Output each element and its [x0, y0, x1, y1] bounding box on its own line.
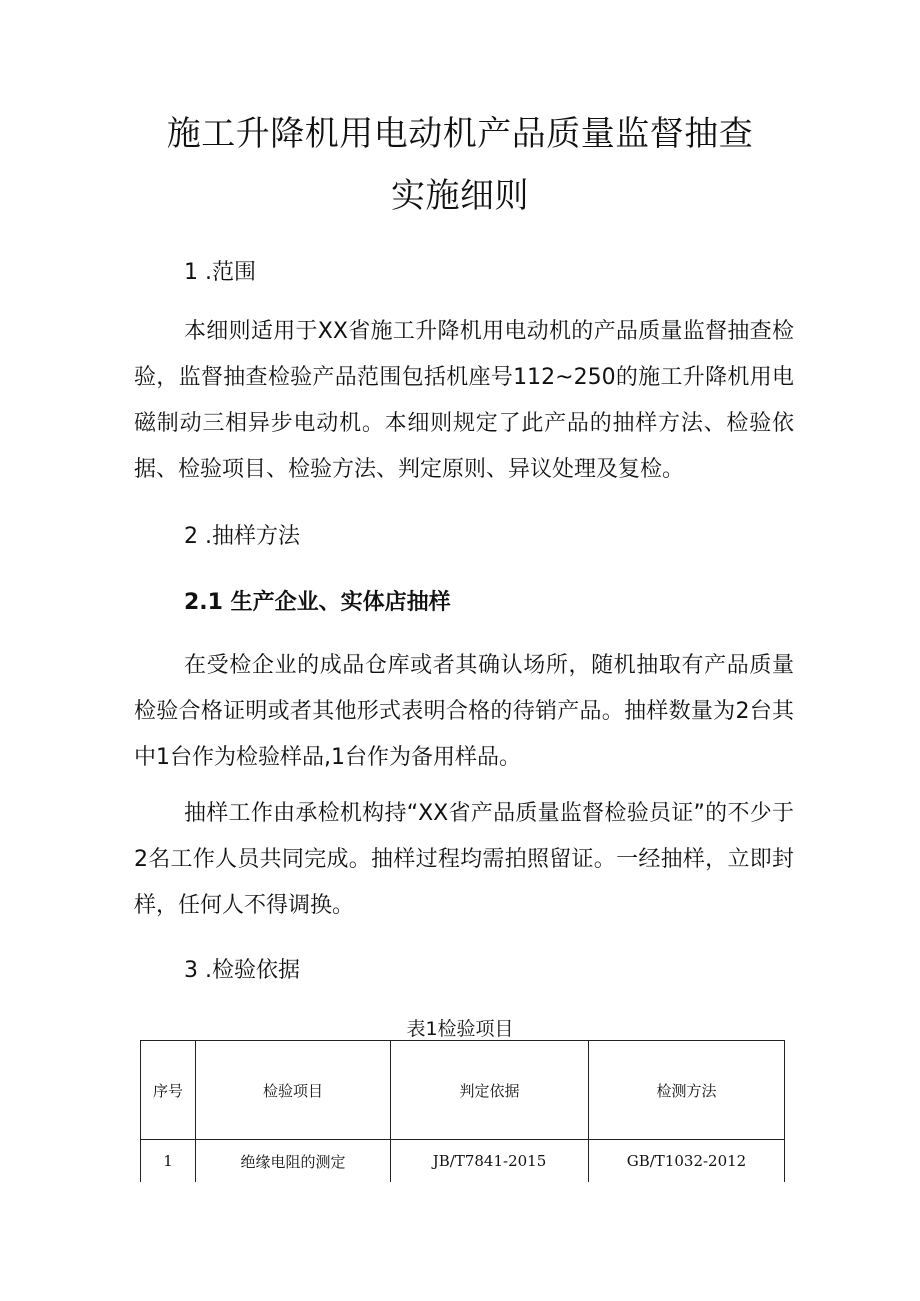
section-1-paragraph: 本细则适用于XX省施工升降机用电动机的产品质量监督抽查检验，监督抽查检验产品范围包括机座号112~250的施工升降机用电磁制动三相异步电动机。本细则规定了此产品的抽样方法、检验依据、检验项目、检验方法、判定原则、异议处理及复检。: [134, 319, 794, 482]
cell-method: GB/T1032-2012: [589, 1140, 785, 1183]
inspection-items-table: [140, 1040, 785, 1182]
section-2-1-paragraph-2: 抽样工作由承检机构持“XX省产品质量监督检验员证”的不少于2名工作人员共同完成。抽样过程均需拍照留证。一经抽样，立即封样，任何人不得调换。: [134, 801, 794, 918]
section-2-heading: 2 .抽样方法: [184, 524, 300, 549]
cell-index: 1: [141, 1140, 196, 1183]
header-criteria: 判定依据: [391, 1041, 589, 1140]
section-3-heading: 3 .检验依据: [184, 958, 300, 983]
doc-title-line-2: 实施细则: [391, 176, 529, 216]
section-2-1-paragraph-1: 在受检企业的成品仓库或者其确认场所，随机抽取有产品质量检验合格证明或者其他形式表明合格的待销产品。抽样数量为2台其中1台作为检验样品,1台作为备用样品。: [134, 653, 794, 770]
cell-criteria: JB/T7841-2015: [391, 1140, 589, 1183]
table-row: [141, 1140, 785, 1183]
header-method: 检测方法: [589, 1041, 785, 1140]
table-header-row: [141, 1041, 785, 1140]
table-caption: 表1检验项目: [406, 1018, 514, 1040]
section-1-heading: 1 .范围: [184, 260, 256, 285]
doc-title-line-1: 施工升降机用电动机产品质量监督抽查: [166, 114, 754, 154]
section-2-1-heading: 2.1 生产企业、实体店抽样: [184, 590, 451, 615]
cell-item: 绝缘电阻的测定: [196, 1140, 391, 1183]
header-item: 检验项目: [196, 1041, 391, 1140]
header-index: 序号: [141, 1041, 196, 1140]
